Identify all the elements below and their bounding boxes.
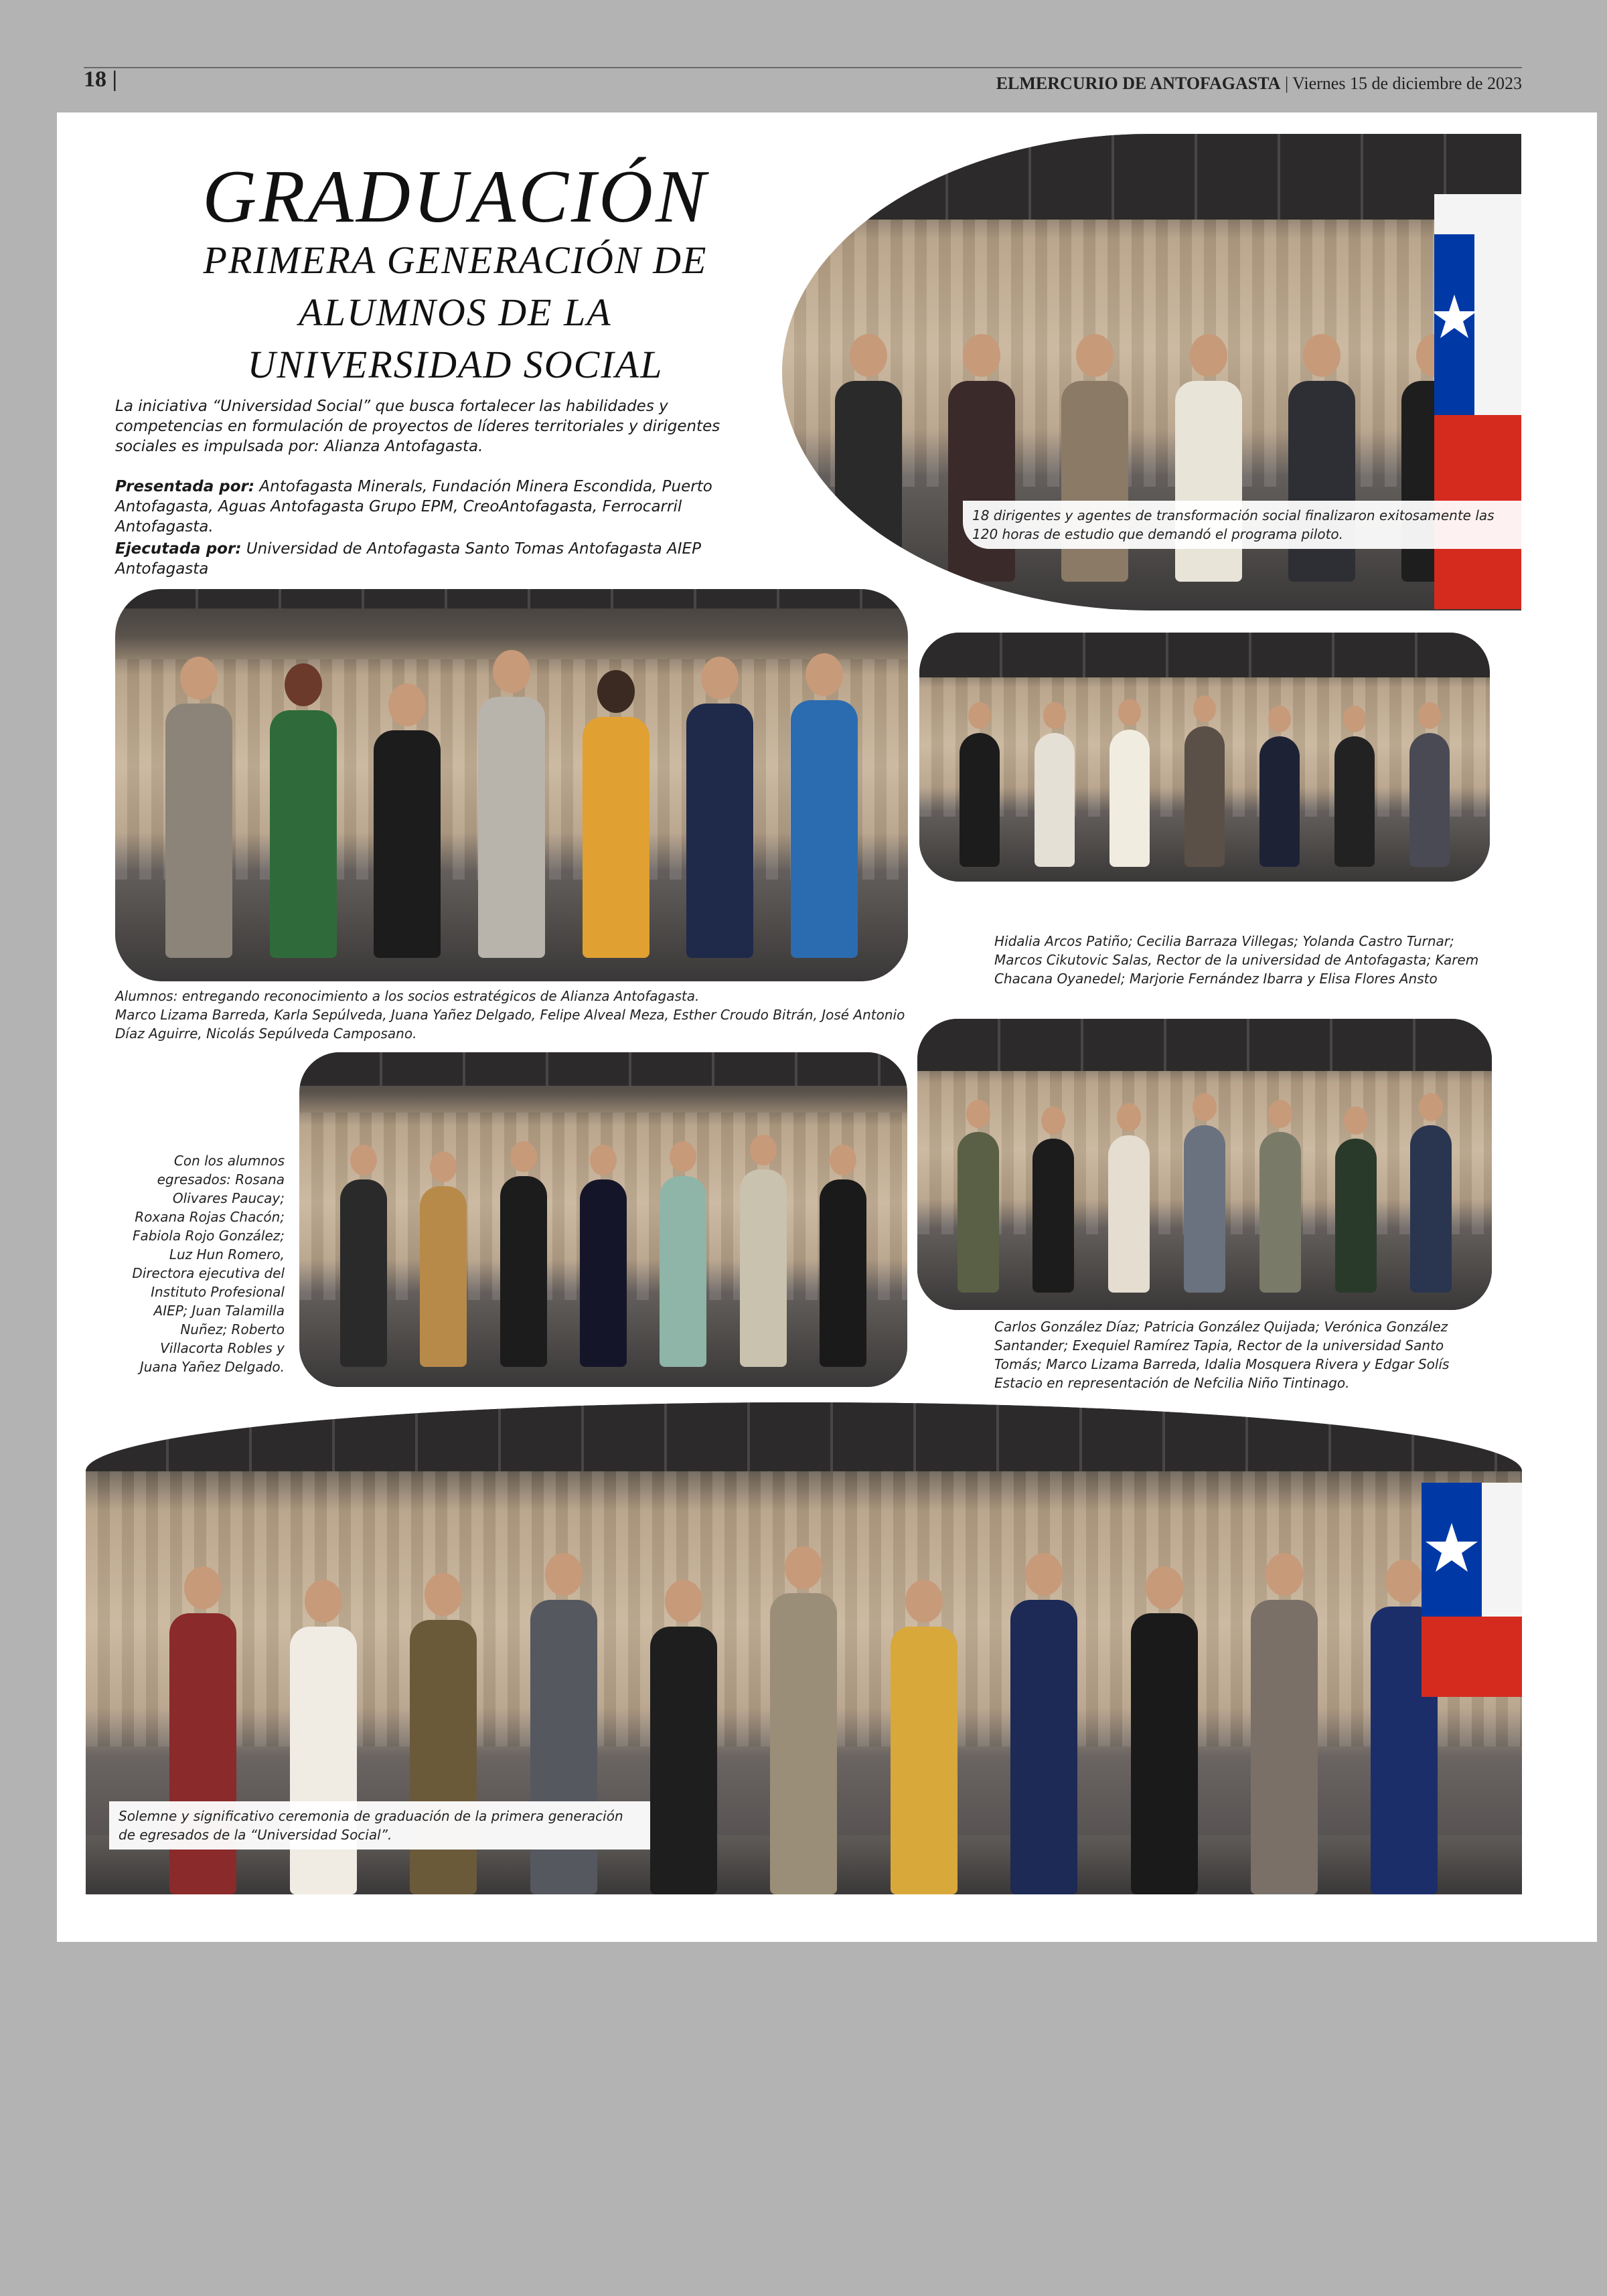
caption-photo-5: Carlos González Díaz; Patricia González Quijada; Verónica González Santander; Exequiel Ramírez Tapia, Rector de la universidad Santo Tomás; Marco Lizama Barreda, Idalia Mosquera Rivera y Edgar Solís Estacio en representación de Nefcilia Niño Tintinago.: [994, 1319, 1450, 1391]
newspaper-name: ELMERCURIO DE ANTOFAGASTA: [996, 74, 1281, 93]
executed-by: Ejecutada por: Universidad de Antofagasta Santo Tomas Antofagasta AIEP Antofagasta: [115, 540, 701, 578]
photo-ceremony-group: [86, 1402, 1522, 1894]
caption-photo-1: 18 dirigentes y agentes de transformación social finalizaron exitosamente las 120 horas de estudio que demandó el programa piloto.: [963, 501, 1521, 549]
photo-graduates-aiep: [299, 1052, 907, 1387]
photo-graduates-group: [782, 134, 1521, 610]
header-rule: [84, 67, 1522, 68]
page-number: 18 |: [84, 67, 117, 92]
issue-date: | Viernes 15 de diciembre de 2023: [1284, 74, 1522, 93]
intro-paragraph: La iniciativa “Universidad Social” que busca fortalecer las habilidades y competencias en formulación de proyectos de líderes territoriales y dirigentes sociales es impulsada por: Alianza Antofagasta.: [115, 398, 720, 455]
subheadline: PRIMERA GENERACIÓN DE ALUMNOS DE LA UNIVERSIDAD SOCIAL: [203, 238, 708, 386]
caption-photo-2: Alumnos: entregando reconocimiento a los socios estratégicos de Alianza Antofagasta. Marco Lizama Barreda, Karla Sepúlveda, Juana Yañez Delgado, Felipe Alveal Meza, Esther Croudo Bitrán, José Antonio Díaz Aguirre, Nicolás Sepúlveda Camposano.: [115, 988, 905, 1042]
photo-graduates-ua: [919, 633, 1490, 882]
caption-photo-3: Hidalia Arcos Patiño; Cecilia Barraza Villegas; Yolanda Castro Turnar; Marcos Cikutovic Salas, Rector de la universidad de Antofagasta; Karem Chacana Oyanedel; Marjorie Fernández Ibarra y Elisa Flores Ansto: [994, 933, 1479, 987]
caption-photo-4: Con los alumnos egresados: Rosana Olivares Paucay; Roxana Rojas Chacón; Fabiola Rojo González; Luz Hun Romero, Directora ejecutiva del Instituto Profesional AIEP; Juan Talamilla Nuñez; Roberto Villacorta Robles y Juana Yañez Delgado.: [132, 1153, 285, 1375]
chile-flag-icon: [1422, 1483, 1522, 1697]
photo-strategic-partners: [115, 589, 908, 981]
presented-by: Presentada por: Antofagasta Minerals, Fundación Minera Escondida, Puerto Antofagasta, Aguas Antofagasta Grupo EPM, CreoAntofagasta, Ferrocarril Antofagasta.: [115, 478, 712, 536]
photo-graduates-santo-tomas: [917, 1019, 1492, 1310]
headline: GRADUACIÓN: [202, 155, 708, 238]
publication-info: [996, 74, 1522, 94]
caption-photo-6: Solemne y significativo ceremonia de graduación de la primera generación de egresados de la “Universidad Social”.: [109, 1801, 650, 1850]
